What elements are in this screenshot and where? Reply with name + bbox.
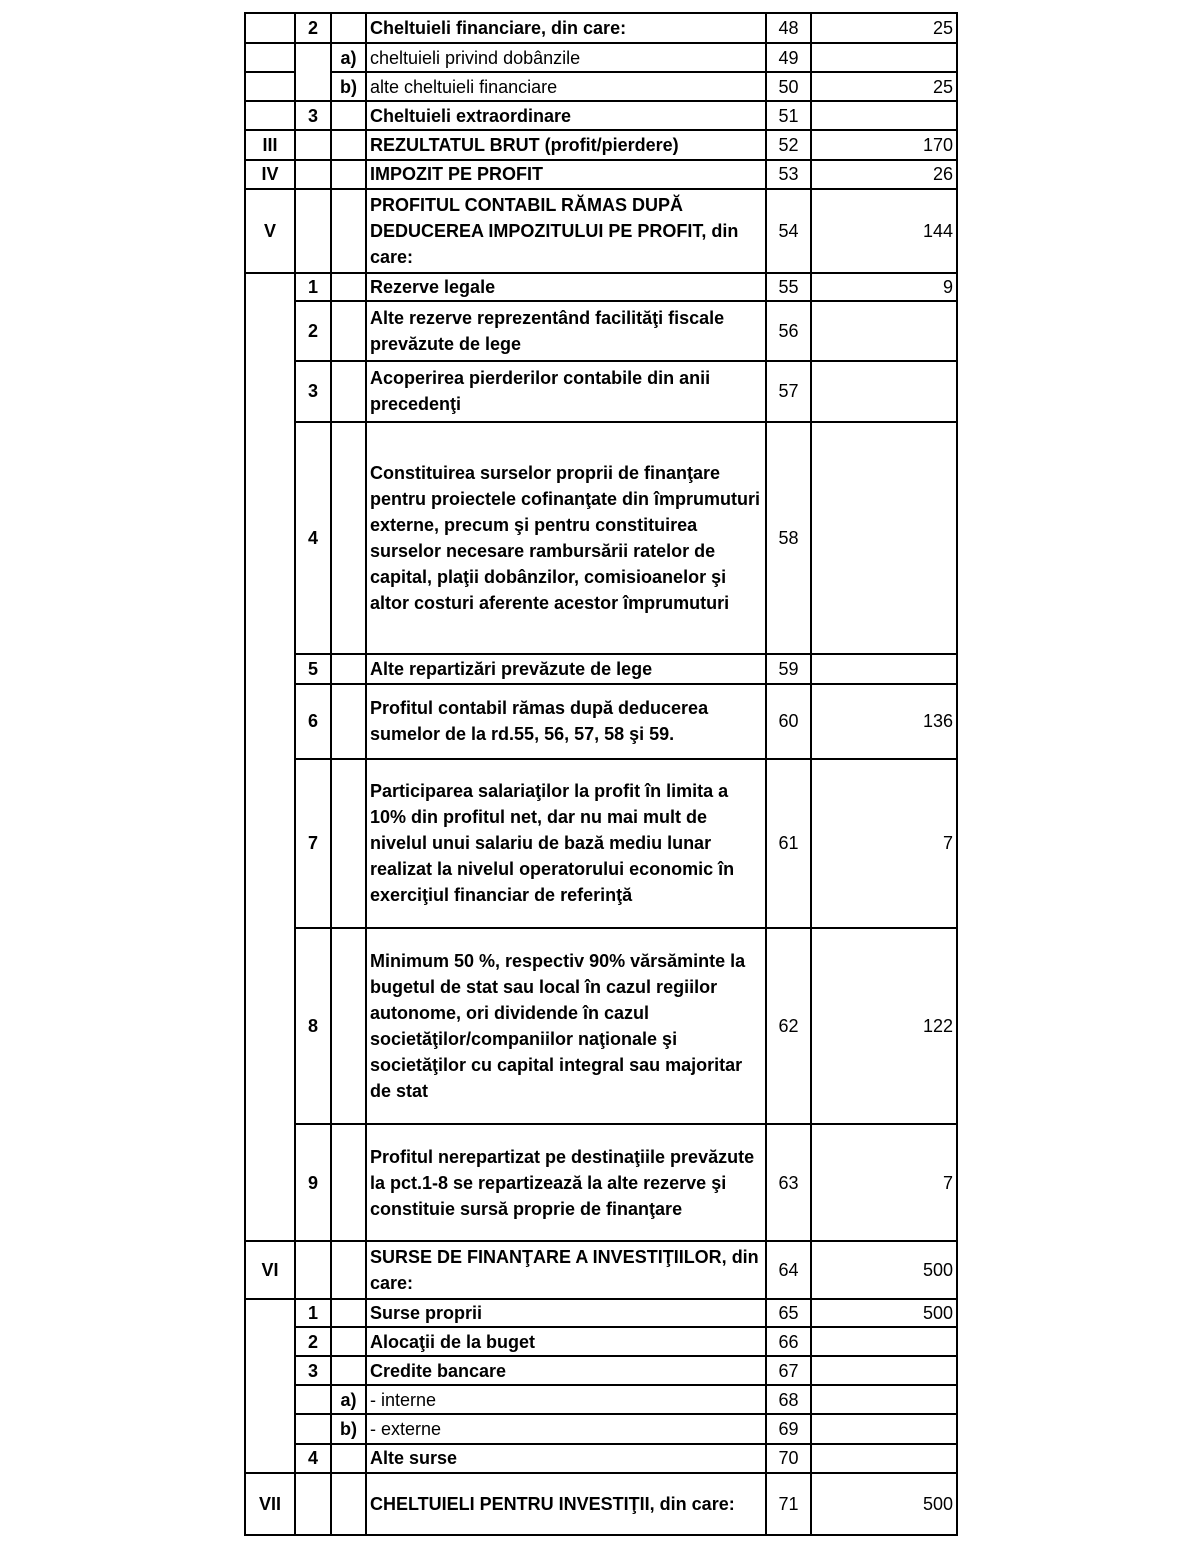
description-cell: CHELTUIELI PENTRU INVESTIŢII, din care: bbox=[366, 1473, 766, 1535]
subitem-letter-cell bbox=[331, 101, 366, 130]
description-cell: Rezerve legale bbox=[366, 273, 766, 301]
section-cell: VII bbox=[245, 1473, 295, 1535]
table-row bbox=[245, 1473, 957, 1535]
table-row bbox=[245, 684, 957, 759]
subitem-letter-cell bbox=[331, 1444, 366, 1473]
section-cell bbox=[245, 101, 295, 130]
value-cell bbox=[811, 1385, 957, 1414]
description-cell: PROFITUL CONTABIL RĂMAS DUPĂ DEDUCEREA IMPOZITULUI PE PROFIT, din care: bbox=[366, 189, 766, 273]
row-number-cell: 52 bbox=[766, 130, 811, 159]
section-cell: IV bbox=[245, 160, 295, 189]
description-cell: Alte repartizări prevăzute de lege bbox=[366, 654, 766, 683]
value-cell: 25 bbox=[811, 72, 957, 101]
item-number-cell: 3 bbox=[295, 361, 331, 421]
subitem-letter-cell: b) bbox=[331, 1414, 366, 1443]
description-cell: Constituirea surselor proprii de finanţare pentru proiectele cofinanţate din împrumuturi externe, precum şi pentru constituirea surselor necesare rambursării ratelor de capital, plaţii dobânzilor, comisioanelor şi altor costuri aferente acestor împrumuturi bbox=[366, 422, 766, 655]
row-number-cell: 48 bbox=[766, 13, 811, 43]
item-number-cell: 5 bbox=[295, 654, 331, 683]
description-cell: Surse proprii bbox=[366, 1299, 766, 1327]
value-cell bbox=[811, 43, 957, 72]
row-number-cell: 63 bbox=[766, 1124, 811, 1240]
description-cell: Alocaţii de la buget bbox=[366, 1327, 766, 1356]
item-number-cell: 6 bbox=[295, 684, 331, 759]
value-cell: 144 bbox=[811, 189, 957, 273]
description-cell: alte cheltuieli financiare bbox=[366, 72, 766, 101]
row-number-cell: 71 bbox=[766, 1473, 811, 1535]
row-number-cell: 49 bbox=[766, 43, 811, 72]
table-row bbox=[245, 1124, 957, 1240]
value-cell: 500 bbox=[811, 1241, 957, 1299]
section-cell: VI bbox=[245, 1241, 295, 1299]
subitem-letter-cell bbox=[331, 1241, 366, 1299]
subitem-letter-cell bbox=[331, 928, 366, 1125]
table-row bbox=[245, 1414, 957, 1443]
item-number-cell: 4 bbox=[295, 422, 331, 655]
table-row bbox=[245, 1356, 957, 1385]
item-number-cell: 4 bbox=[295, 1444, 331, 1473]
description-cell: cheltuieli privind dobânzile bbox=[366, 43, 766, 72]
table-row bbox=[245, 759, 957, 928]
value-cell: 500 bbox=[811, 1299, 957, 1327]
value-cell: 26 bbox=[811, 160, 957, 189]
row-number-cell: 69 bbox=[766, 1414, 811, 1443]
row-number-cell: 58 bbox=[766, 422, 811, 655]
description-cell: IMPOZIT PE PROFIT bbox=[366, 160, 766, 189]
row-number-cell: 55 bbox=[766, 273, 811, 301]
item-number-cell: 2 bbox=[295, 13, 331, 43]
item-number-cell bbox=[295, 130, 331, 159]
row-number-cell: 53 bbox=[766, 160, 811, 189]
description-cell: Profitul nerepartizat pe destinaţiile prevăzute la pct.1-8 se repartizează la alte rezerve şi constituie sursă proprie de finanţare bbox=[366, 1124, 766, 1240]
item-number-cell: 1 bbox=[295, 273, 331, 301]
description-cell: Cheltuieli extraordinare bbox=[366, 101, 766, 130]
subitem-letter-cell: a) bbox=[331, 43, 366, 72]
description-cell: Cheltuieli financiare, din care: bbox=[366, 13, 766, 43]
budget-table-sheet bbox=[244, 12, 956, 1536]
subitem-letter-cell bbox=[331, 1124, 366, 1240]
description-cell: - externe bbox=[366, 1414, 766, 1443]
table-row bbox=[245, 160, 957, 189]
item-number-cell: 9 bbox=[295, 1124, 331, 1240]
row-number-cell: 50 bbox=[766, 72, 811, 101]
value-cell bbox=[811, 1444, 957, 1473]
subitem-letter-cell bbox=[331, 422, 366, 655]
section-cell bbox=[245, 43, 295, 72]
subitem-letter-cell bbox=[331, 273, 366, 301]
section-cell bbox=[245, 13, 295, 43]
table-row bbox=[245, 1385, 957, 1414]
item-number-cell bbox=[295, 1385, 331, 1414]
table-row bbox=[245, 189, 957, 273]
value-cell bbox=[811, 654, 957, 683]
table-row bbox=[245, 1299, 957, 1327]
value-cell bbox=[811, 1414, 957, 1443]
row-number-cell: 57 bbox=[766, 361, 811, 421]
value-cell bbox=[811, 301, 957, 361]
subitem-letter-cell bbox=[331, 13, 366, 43]
description-cell: Minimum 50 %, respectiv 90% vărsăminte la bugetul de stat sau local în cazul regiilor autonome, ori dividende în cazul societăţilor/companiilor naţionale şi societăţilor cu capital integral sau majoritar de stat bbox=[366, 928, 766, 1125]
table-row bbox=[245, 101, 957, 130]
item-number-cell bbox=[295, 43, 331, 101]
section-cell: III bbox=[245, 130, 295, 159]
item-number-cell: 2 bbox=[295, 1327, 331, 1356]
row-number-cell: 51 bbox=[766, 101, 811, 130]
row-number-cell: 54 bbox=[766, 189, 811, 273]
section-cell bbox=[245, 72, 295, 101]
item-number-cell: 3 bbox=[295, 101, 331, 130]
description-cell: SURSE DE FINANŢARE A INVESTIŢIILOR, din care: bbox=[366, 1241, 766, 1299]
table-row bbox=[245, 43, 957, 72]
value-cell: 136 bbox=[811, 684, 957, 759]
subitem-letter-cell bbox=[331, 160, 366, 189]
value-cell bbox=[811, 101, 957, 130]
description-cell: Acoperirea pierderilor contabile din anii precedenţi bbox=[366, 361, 766, 421]
row-number-cell: 59 bbox=[766, 654, 811, 683]
section-cell bbox=[245, 273, 295, 1241]
value-cell: 500 bbox=[811, 1473, 957, 1535]
value-cell: 170 bbox=[811, 130, 957, 159]
item-number-cell bbox=[295, 160, 331, 189]
row-number-cell: 64 bbox=[766, 1241, 811, 1299]
subitem-letter-cell bbox=[331, 1356, 366, 1385]
description-cell: Credite bancare bbox=[366, 1356, 766, 1385]
value-cell: 25 bbox=[811, 13, 957, 43]
subitem-letter-cell bbox=[331, 1327, 366, 1356]
table-row bbox=[245, 422, 957, 655]
subitem-letter-cell: a) bbox=[331, 1385, 366, 1414]
table-row bbox=[245, 1444, 957, 1473]
row-number-cell: 68 bbox=[766, 1385, 811, 1414]
item-number-cell bbox=[295, 1473, 331, 1535]
section-cell: V bbox=[245, 189, 295, 273]
value-cell: 7 bbox=[811, 759, 957, 928]
value-cell: 7 bbox=[811, 1124, 957, 1240]
budget-table-body bbox=[245, 13, 957, 1535]
value-cell: 122 bbox=[811, 928, 957, 1125]
row-number-cell: 60 bbox=[766, 684, 811, 759]
table-row bbox=[245, 130, 957, 159]
subitem-letter-cell bbox=[331, 1473, 366, 1535]
subitem-letter-cell: b) bbox=[331, 72, 366, 101]
subitem-letter-cell bbox=[331, 361, 366, 421]
subitem-letter-cell bbox=[331, 1299, 366, 1327]
description-cell: - interne bbox=[366, 1385, 766, 1414]
subitem-letter-cell bbox=[331, 684, 366, 759]
item-number-cell: 8 bbox=[295, 928, 331, 1125]
value-cell bbox=[811, 1327, 957, 1356]
section-cell bbox=[245, 1299, 295, 1473]
value-cell bbox=[811, 361, 957, 421]
value-cell: 9 bbox=[811, 273, 957, 301]
subitem-letter-cell bbox=[331, 301, 366, 361]
table-row bbox=[245, 72, 957, 101]
description-cell: Alte rezerve reprezentând facilităţi fiscale prevăzute de lege bbox=[366, 301, 766, 361]
item-number-cell: 3 bbox=[295, 1356, 331, 1385]
item-number-cell bbox=[295, 1414, 331, 1443]
row-number-cell: 70 bbox=[766, 1444, 811, 1473]
row-number-cell: 66 bbox=[766, 1327, 811, 1356]
table-row bbox=[245, 654, 957, 683]
table-row bbox=[245, 928, 957, 1125]
table-row bbox=[245, 273, 957, 301]
item-number-cell: 1 bbox=[295, 1299, 331, 1327]
budget-table bbox=[244, 12, 958, 1536]
value-cell bbox=[811, 422, 957, 655]
row-number-cell: 61 bbox=[766, 759, 811, 928]
row-number-cell: 67 bbox=[766, 1356, 811, 1385]
table-row bbox=[245, 1327, 957, 1356]
subitem-letter-cell bbox=[331, 130, 366, 159]
item-number-cell bbox=[295, 1241, 331, 1299]
description-cell: Profitul contabil rămas după deducerea sumelor de la rd.55, 56, 57, 58 şi 59. bbox=[366, 684, 766, 759]
table-row bbox=[245, 1241, 957, 1299]
row-number-cell: 62 bbox=[766, 928, 811, 1125]
row-number-cell: 56 bbox=[766, 301, 811, 361]
item-number-cell: 7 bbox=[295, 759, 331, 928]
subitem-letter-cell bbox=[331, 654, 366, 683]
subitem-letter-cell bbox=[331, 189, 366, 273]
description-cell: Alte surse bbox=[366, 1444, 766, 1473]
description-cell: REZULTATUL BRUT (profit/pierdere) bbox=[366, 130, 766, 159]
table-row bbox=[245, 13, 957, 43]
item-number-cell bbox=[295, 189, 331, 273]
value-cell bbox=[811, 1356, 957, 1385]
description-cell: Participarea salariaţilor la profit în limita a 10% din profitul net, dar nu mai mult de nivelul unui salariu de bază mediu lunar realizat la nivelul operatorului economic în exerciţiul financiar de referinţă bbox=[366, 759, 766, 928]
table-row bbox=[245, 361, 957, 421]
row-number-cell: 65 bbox=[766, 1299, 811, 1327]
item-number-cell: 2 bbox=[295, 301, 331, 361]
table-row bbox=[245, 301, 957, 361]
subitem-letter-cell bbox=[331, 759, 366, 928]
